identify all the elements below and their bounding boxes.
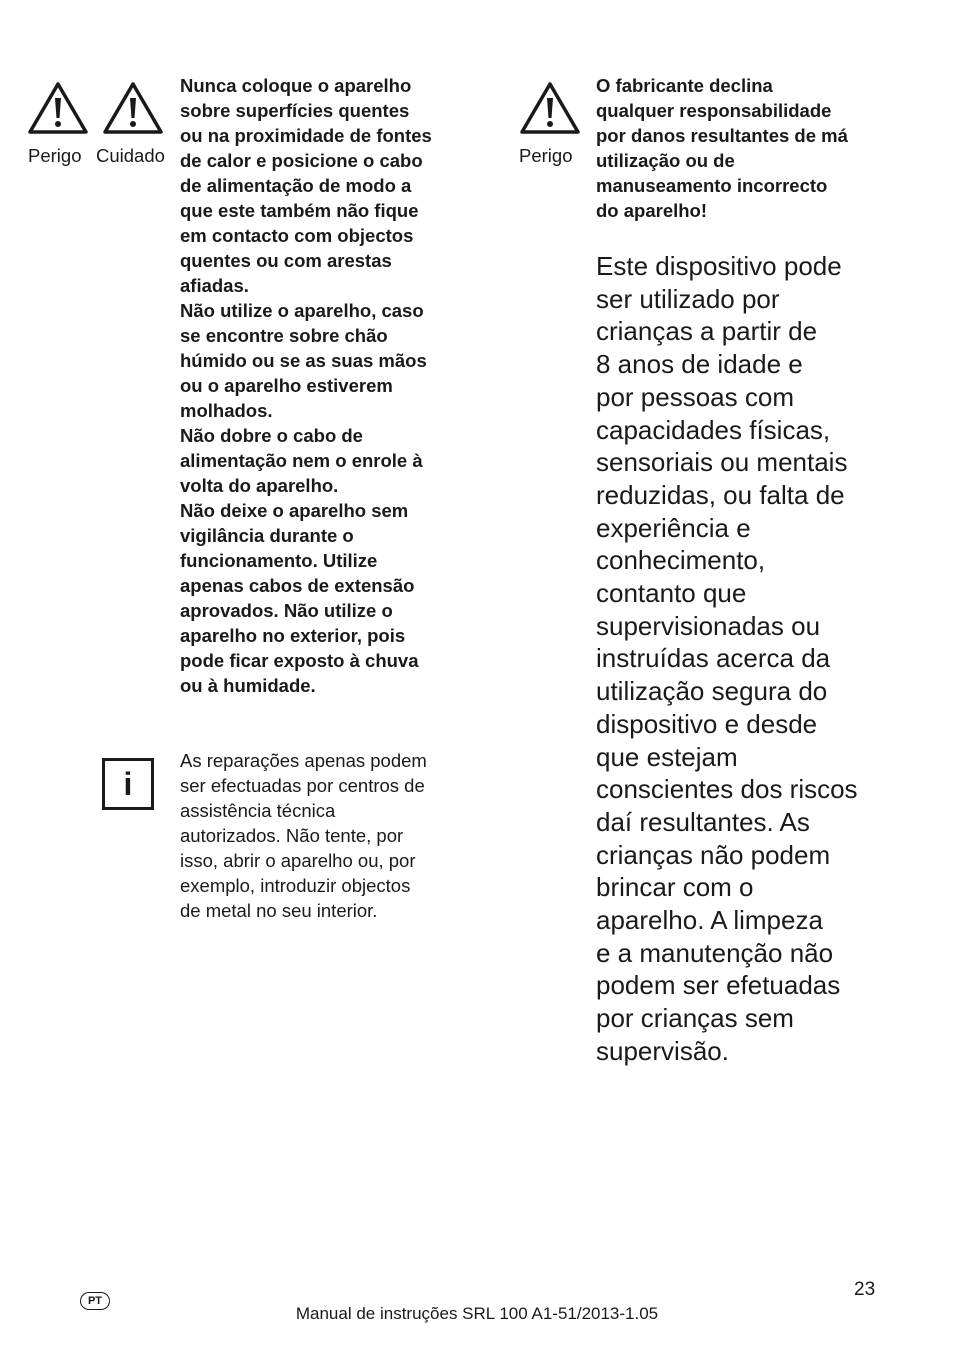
page-number: 23 <box>854 1279 876 1300</box>
text-line: húmido ou se as suas mãos <box>180 350 427 371</box>
text-line: contanto que <box>596 578 747 609</box>
text-line: Não deixe o aparelho sem <box>180 500 409 521</box>
text-line: do aparelho! <box>596 200 708 221</box>
text-line: podem ser efetuadas <box>596 970 841 1001</box>
repair-info-text <box>180 748 480 923</box>
text-line: Não utilize o aparelho, caso <box>180 300 424 321</box>
text-line: conhecimento, <box>596 545 766 576</box>
text-line: manuseamento incorrecto <box>596 175 828 196</box>
safety-warnings-text <box>180 73 480 698</box>
text-line: ser utilizado por <box>596 283 780 314</box>
text-line: ser efectuadas por centros de <box>180 775 425 796</box>
text-line: alimentação nem o enrole à <box>180 450 423 471</box>
warning-triangle-icon <box>101 80 165 136</box>
info-icon <box>102 758 154 810</box>
text-line: de metal no seu interior. <box>180 900 378 921</box>
text-line: experiência e <box>596 512 751 543</box>
text-line: Este dispositivo pode <box>596 251 842 281</box>
text-line: dispositivo e desde <box>596 708 818 739</box>
text-line: que estejam <box>596 741 738 772</box>
danger-label: Perigo <box>28 145 82 166</box>
warning-triangle-icon <box>26 80 90 136</box>
text-line: pode ficar exposto à chuva <box>180 650 419 671</box>
text-line: e a manutenção não <box>596 937 834 968</box>
liability-disclaimer-text <box>596 73 916 223</box>
caution-label: Cuidado <box>96 145 165 166</box>
text-line: utilização segura do <box>596 676 828 707</box>
text-line: 8 anos de idade e <box>596 349 803 380</box>
text-line: se encontre sobre chão <box>180 325 388 346</box>
text-line: supervisão. <box>596 1035 729 1066</box>
text-line: por pessoas com <box>596 381 794 412</box>
text-line: vigilância durante o <box>180 525 354 546</box>
text-line: em contacto com objectos <box>180 225 414 246</box>
text-line: conscientes dos riscos <box>596 774 858 805</box>
text-line: crianças não podem <box>596 839 831 870</box>
manual-title: Manual de instruções SRL 100 A1-51/2013-1.05 <box>295 1304 659 1323</box>
text-line: quentes ou com arestas <box>180 250 392 271</box>
text-line: apenas cabos de extensão <box>180 575 415 596</box>
text-line: sobre superfícies quentes <box>180 100 410 121</box>
text-line: capacidades físicas, <box>596 414 831 445</box>
text-line: sensoriais ou mentais <box>596 447 848 478</box>
text-line: por danos resultantes de má <box>596 125 848 146</box>
text-line: de calor e posicione o cabo <box>180 150 423 171</box>
text-line: funcionamento. Utilize <box>180 550 378 571</box>
text-line: ou à humidade. <box>180 675 316 696</box>
text-line: autorizados. Não tente, por <box>180 825 404 846</box>
text-line: aprovados. Não utilize o <box>180 600 393 621</box>
text-line: aparelho no exterior, pois <box>180 625 406 646</box>
danger-label: Perigo <box>519 145 573 166</box>
text-line: assistência técnica <box>180 800 336 821</box>
text-line: de alimentação de modo a <box>180 175 412 196</box>
text-line: isso, abrir o aparelho ou, por <box>180 850 416 871</box>
text-line: daí resultantes. As <box>596 806 810 837</box>
language-badge: PT <box>80 1292 110 1310</box>
text-line: brincar com o <box>596 872 754 903</box>
text-line: Nunca coloque o aparelho <box>180 75 412 96</box>
warning-triangle-icon <box>518 80 582 136</box>
text-line: ou o aparelho estiverem <box>180 375 393 396</box>
text-line: reduzidas, ou falta de <box>596 479 845 510</box>
text-line: por crianças sem <box>596 1003 794 1034</box>
text-line: crianças a partir de <box>596 316 818 347</box>
text-line: qualquer responsabilidade <box>596 100 832 121</box>
text-line: Não dobre o cabo de <box>180 425 363 446</box>
children-usage-text <box>596 250 936 1068</box>
text-line: supervisionadas ou <box>596 610 821 641</box>
text-line: utilização ou de <box>596 150 735 171</box>
text-line: aparelho. A limpeza <box>596 905 823 936</box>
info-icon-letter: i <box>123 766 133 802</box>
text-line: que este também não fique <box>180 200 419 221</box>
text-line: As reparações apenas podem <box>180 750 427 771</box>
text-line: O fabricante declina <box>596 75 773 96</box>
text-line: molhados. <box>180 400 273 421</box>
text-line: instruídas acerca da <box>596 643 831 674</box>
text-line: exemplo, introduzir objectos <box>180 875 411 896</box>
text-line: afiadas. <box>180 275 249 296</box>
text-line: volta do aparelho. <box>180 475 339 496</box>
text-line: ou na proximidade de fontes <box>180 125 432 146</box>
